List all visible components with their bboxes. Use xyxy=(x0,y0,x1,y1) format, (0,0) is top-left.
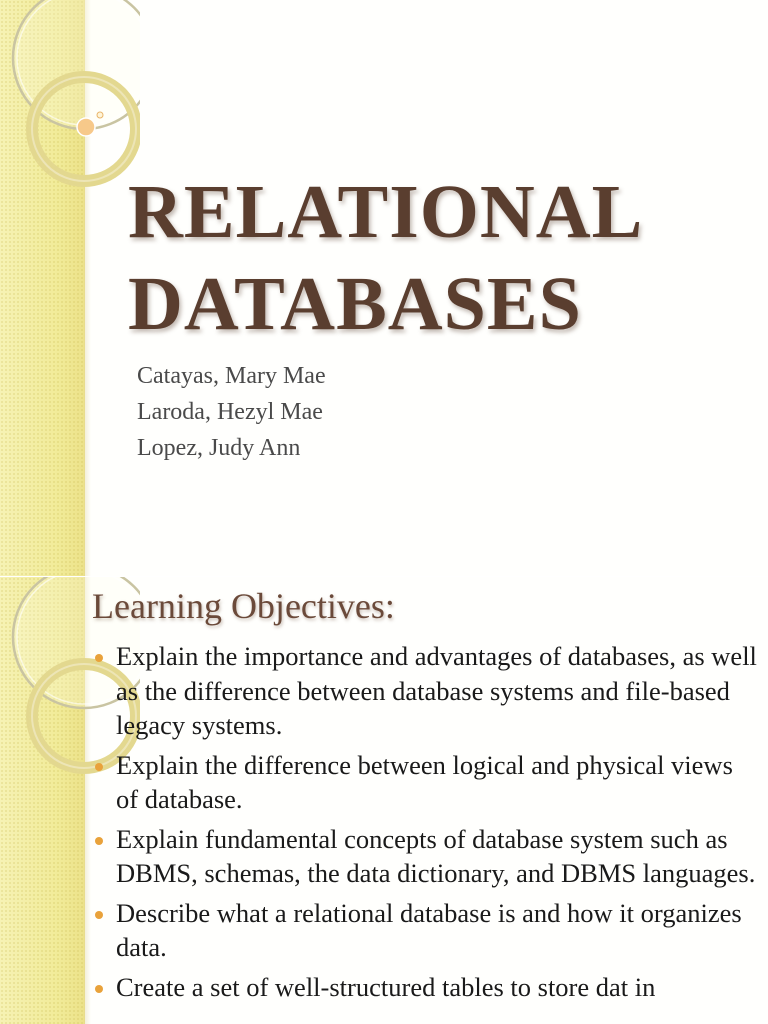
objective-text: Explain the importance and advantages of databases, as well as the difference between database systems and file-based legacy systems. xyxy=(116,641,757,740)
author-name: Lopez, Judy Ann xyxy=(137,435,301,461)
objective-text: Explain fundamental concepts of database system such as DBMS, schemas, the data dictionary, and DBMS languages. xyxy=(116,823,756,888)
objectives-list xyxy=(116,639,758,1009)
objectives-slide xyxy=(0,577,768,1024)
decorative-rings xyxy=(0,0,140,200)
objective-text: Create a set of well-structured tables to store dat in xyxy=(116,971,656,1002)
slide-heading: Learning Objectives: xyxy=(92,586,395,626)
title-line-1: RELATIONAL xyxy=(128,170,644,254)
author-list xyxy=(137,358,326,466)
objective-item xyxy=(116,748,758,817)
bullet-icon xyxy=(95,837,103,845)
objective-item xyxy=(116,896,758,965)
bullet-icon xyxy=(95,763,103,771)
objective-text: Explain the difference between logical and physical views of database. xyxy=(116,749,733,814)
bullet-icon xyxy=(95,911,103,919)
objective-item xyxy=(116,970,758,1005)
presentation-title xyxy=(128,166,748,350)
bullet-icon xyxy=(95,985,103,993)
author-name: Catayas, Mary Mae xyxy=(137,363,326,389)
author-name: Laroda, Hezyl Mae xyxy=(137,399,323,425)
bullet-icon xyxy=(95,654,103,662)
title-line-2: DATABASES xyxy=(128,262,582,346)
objective-item xyxy=(116,822,758,891)
objective-item xyxy=(116,639,758,743)
objective-text: Describe what a relational database is and how it organizes data. xyxy=(116,897,742,962)
